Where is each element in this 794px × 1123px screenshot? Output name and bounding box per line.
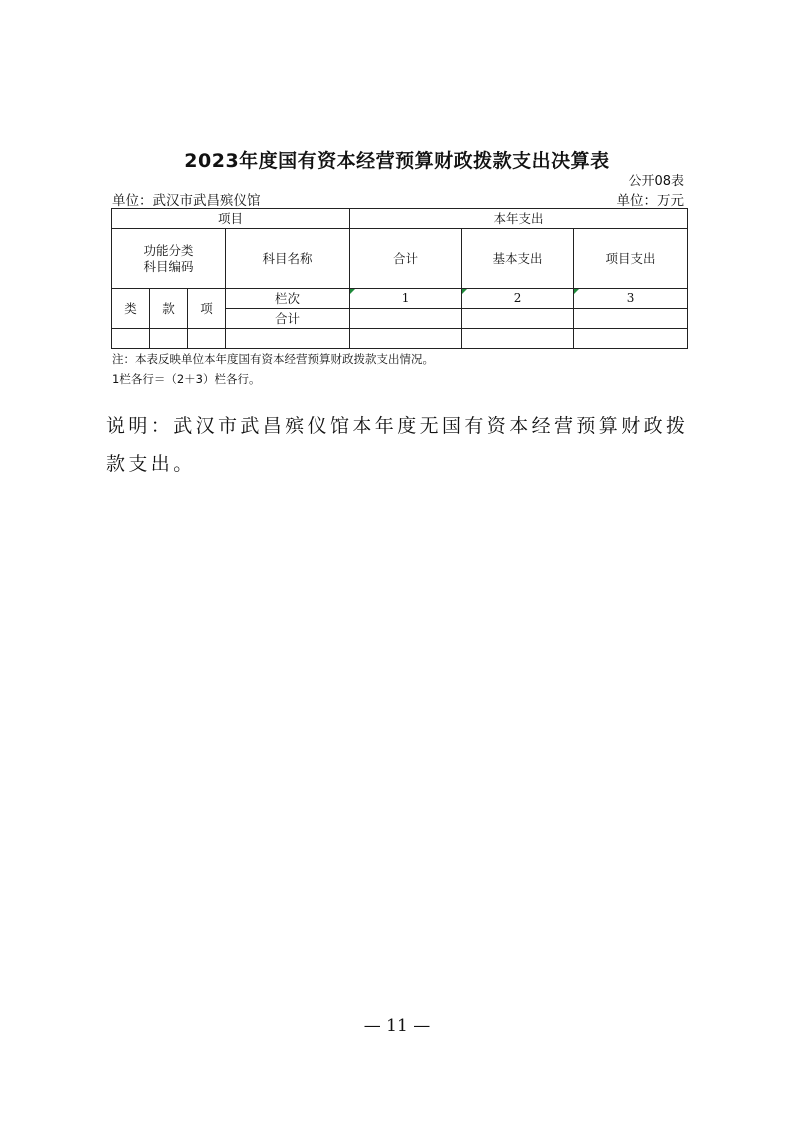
func-code-label-line1: 功能分类 [143, 242, 194, 258]
row-lanci: 栏次 [226, 289, 350, 309]
document-title: 2023年度国有资本经营预算财政拨款支出决算表 [184, 150, 610, 172]
subject-name-label: 科目名称 [226, 229, 350, 289]
col-num-1: 1 [350, 289, 462, 309]
table-subheader-row [112, 229, 688, 289]
table-note-2: 1栏各行＝（2＋3）栏各行。 [112, 372, 261, 386]
sub-xiang: 项 [188, 289, 226, 329]
empty-cell [150, 329, 188, 349]
col-num-3: 3 [574, 289, 688, 309]
form-number: 公开08表 [628, 174, 684, 189]
empty-cell [226, 329, 350, 349]
empty-cell [462, 329, 574, 349]
col-total-label: 合计 [350, 229, 462, 289]
budget-expenditure-table [111, 208, 688, 349]
col-num-2: 2 [462, 289, 574, 309]
empty-cell [350, 329, 462, 349]
page-number: — 11 — [363, 1016, 431, 1036]
col-project-label: 项目支出 [574, 229, 688, 289]
func-code-label-line2: 科目编码 [143, 258, 194, 274]
sub-lei: 类 [112, 289, 150, 329]
table-header-row [112, 209, 688, 229]
empty-cell [350, 309, 462, 329]
row-total: 合计 [226, 309, 350, 329]
col-basic-label: 基本支出 [462, 229, 574, 289]
explanation-paragraph: 说明：武汉市武昌殡仪馆本年度无国有资本经营预算财政拨款支出。 [106, 415, 689, 475]
unit-name: 单位：武汉市武昌殡仪馆 [112, 193, 261, 209]
sub-kuan: 款 [150, 289, 188, 329]
unit-currency: 单位：万元 [616, 193, 684, 209]
empty-cell [188, 329, 226, 349]
func-code-label [112, 229, 226, 289]
table-row [112, 329, 688, 349]
table-note-1: 注：本表反映单位本年度国有资本经营预算财政拨款支出情况。 [112, 352, 434, 366]
header-item: 项目 [112, 209, 350, 229]
empty-cell [462, 309, 574, 329]
empty-cell [112, 329, 150, 349]
empty-cell [574, 309, 688, 329]
header-current-year: 本年支出 [350, 209, 688, 229]
empty-cell [574, 329, 688, 349]
